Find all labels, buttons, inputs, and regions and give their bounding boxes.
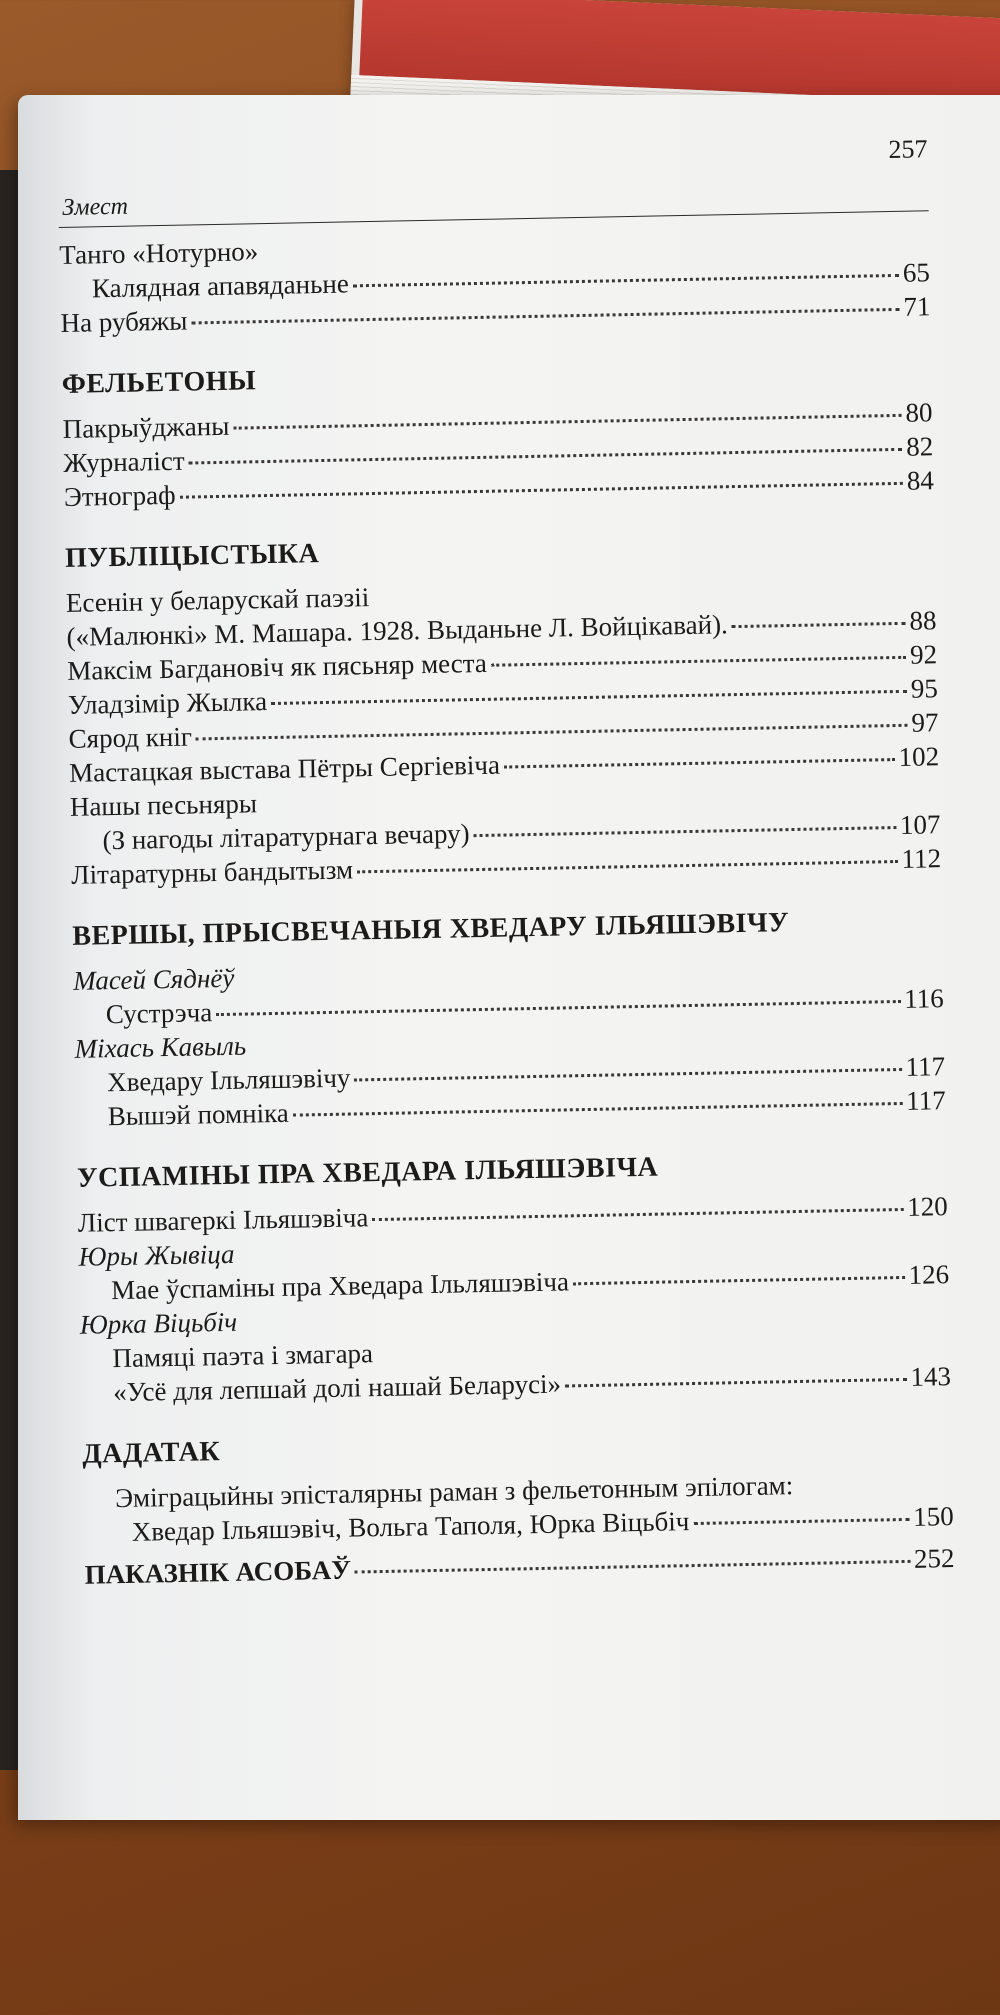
toc-entry: Нашы песьняры xyxy=(69,788,258,822)
section-heading: УСПАМІНЫ ПРА ХВЕДАРА ІЛЬЯШЭВІЧА xyxy=(76,1151,659,1194)
toc-entry: Калядная апавяданьне 65 xyxy=(60,255,930,306)
toc-entry: («Малюнкі» М. Машара. 1928. Выданьне Л. Войцікавай). 88 xyxy=(66,603,936,654)
toc-entry: Мае ўспаміны пра Хведара Ільляшэвіча 126 xyxy=(79,1257,949,1308)
toc-entry: Ліст швагеркі Ільяшэвіча 120 xyxy=(78,1189,948,1240)
toc-entry: Літаратурны бандытызм 112 xyxy=(71,841,941,892)
toc-entry: Эміграцыйны эпісталярны раман з фельетонным эпілогам: xyxy=(114,1470,794,1514)
author-name: Юры Жывіца xyxy=(78,1238,235,1272)
toc-entry: Мастацкая выстава Пётры Сергіевіча 102 xyxy=(69,739,939,790)
section-heading: ДАДАТАК xyxy=(82,1436,221,1470)
section-heading: ВЕРШЫ, ПРЫСВЕЧАНЫЯ ХВЕДАРУ ІЛЬЯШЭВІЧУ xyxy=(72,907,790,952)
toc-entry: «Усё для лепшай долі нашай Беларусі» 143 xyxy=(81,1359,951,1410)
toc-entry: (З нагоды літаратурнага вечару) 107 xyxy=(70,807,940,858)
section-heading: ПУБЛІЦЫСТЫКА xyxy=(64,538,320,574)
section-heading: ФЕЛЬЕТОНЫ xyxy=(61,365,257,400)
page-header xyxy=(58,134,929,228)
toc-entry: Памяці паэта і змагара xyxy=(112,1338,374,1374)
toc-entry: Хведар Ільяшэвіч, Вольга Таполя, Юрка Віцьбіч 150 xyxy=(84,1499,954,1550)
toc-entry: Сярод кніг 97 xyxy=(68,705,938,756)
toc-entry: Сустрэча 116 xyxy=(74,981,944,1032)
toc-entry: Этнограф 84 xyxy=(64,463,934,514)
toc-entry: Хведару Ільляшэвічу 117 xyxy=(75,1049,945,1100)
author-name: Юрка Віцьбіч xyxy=(79,1306,238,1340)
toc-entry: Вышэй помніка 117 xyxy=(76,1083,946,1134)
toc-entry: Журналіст 82 xyxy=(63,429,933,480)
toc-entry: Есенін у беларускай паэзіі xyxy=(65,582,370,618)
running-head: Змест xyxy=(62,193,129,221)
book-page xyxy=(18,95,1000,1820)
toc-entry: Танго «Нотурно» xyxy=(59,236,259,270)
toc-entry: Максім Багдановіч як пясьняр места 92 xyxy=(67,637,937,688)
author-name: Міхась Кавыль xyxy=(74,1030,247,1064)
toc-entry: Уладзімір Жылка 95 xyxy=(68,671,938,722)
table-of-contents xyxy=(58,134,955,1591)
toc-entry: Пакрыўджаны 80 xyxy=(62,395,932,446)
page-number: 257 xyxy=(888,134,928,165)
toc-entry-index: ПАКАЗНІК АСОБАЎ 252 xyxy=(84,1541,954,1592)
toc-entry: На рубяжы 71 xyxy=(60,289,930,340)
author-name: Масей Сяднёў xyxy=(72,962,235,996)
